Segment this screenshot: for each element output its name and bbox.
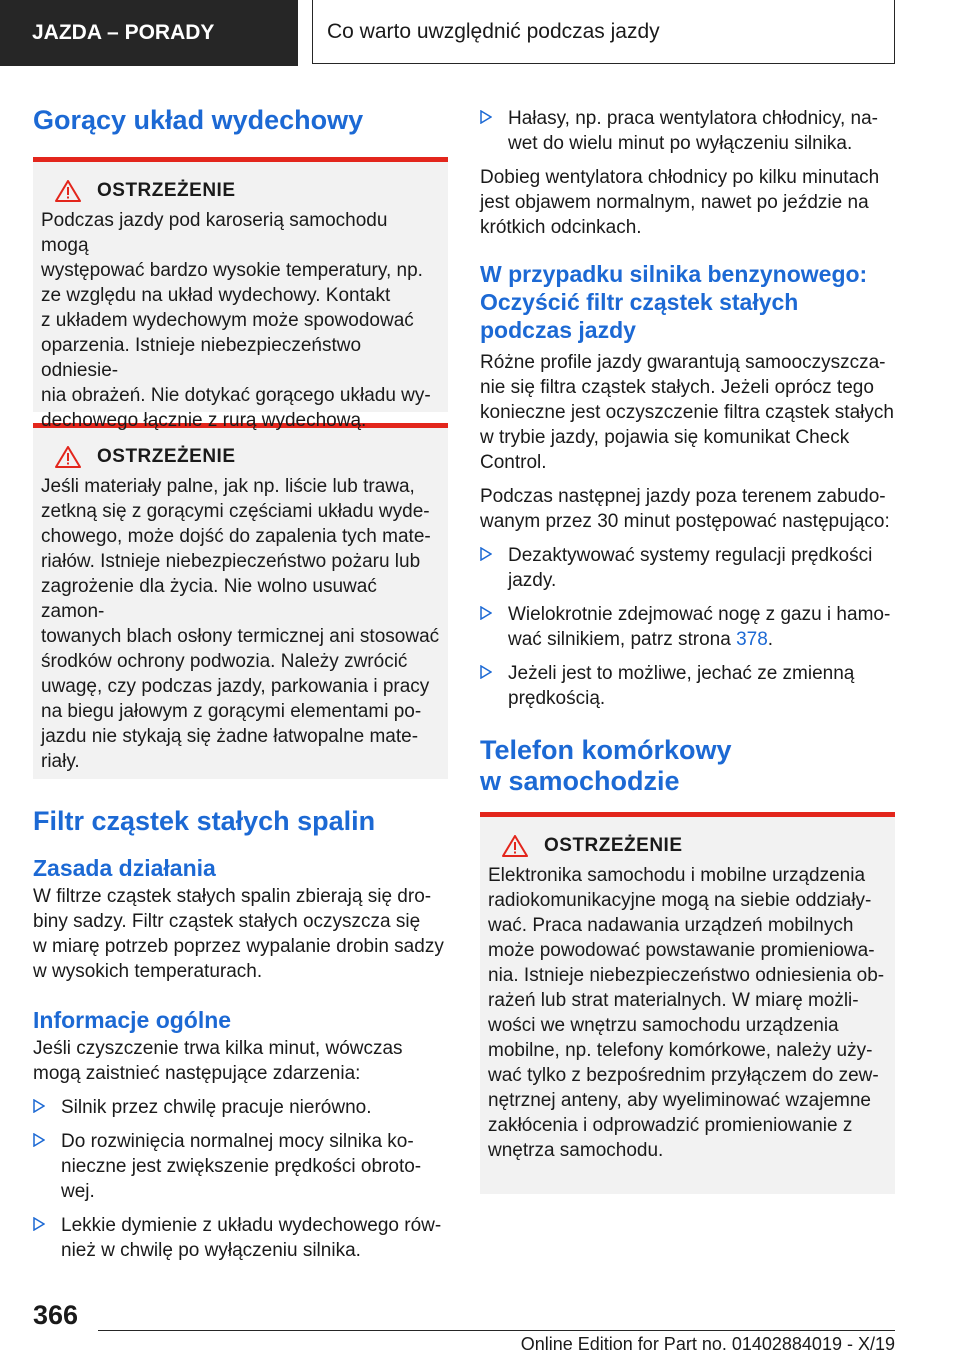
warning-label: OSTRZEŻENIE [97,180,236,201]
warning-line: Jeśli materiały palne, jak np. liście lub trawa, [41,476,415,497]
warning-line: rażeń lub strat materialnych. W miarę możli- [488,990,859,1011]
list-item [480,543,895,593]
triangle-bullet-icon [480,606,492,620]
steps-list [480,543,895,711]
warning-line: zakłócenia i odprowadzić promieniowanie z [488,1115,853,1136]
heading-particle-filter: Filtr cząstek stałych spalin [33,806,376,836]
list-item-text: Wielokrotnie zdejmować nogę z gazu i hamo- [508,604,891,625]
left-column [33,96,448,1263]
warning-line: towanych blach osłony termicznej ani stosować [41,626,440,647]
heading-line: w samochodzie [480,766,680,796]
list-item [480,602,895,652]
warning-line: riały. [41,751,80,772]
warning-line: Podczas jazdy pod karoserią samochodu mogą [41,210,388,256]
heading-line: Telefon komórkowy [480,735,732,765]
list-item-text: Silnik przez chwilę pracuje nierówno. [61,1097,372,1118]
list-item-text: wej. [61,1181,95,1202]
triangle-bullet-icon [33,1217,45,1231]
triangle-bullet-icon [480,547,492,561]
body-line: wanym przez 30 minut postępować następująco: [480,511,890,532]
triangle-bullet-icon [33,1133,45,1147]
heading-mobile-phone [480,735,895,797]
warning-line: riałów. Istnieje niebezpieczeństwo pożaru lub [41,551,421,572]
warning-title [488,835,887,857]
list-item-text: Dezaktywować systemy regulacji prędkości [508,545,873,566]
heading-general-info: Informacje ogólne [33,1007,232,1033]
body-line: nie się filtra cząstek stałych. Jeżeli oprócz tego [480,377,874,398]
heading-hot-exhaust: Gorący układ wydechowy [33,105,364,135]
body-line: mogą zaistnieć następujące zdarzenia: [33,1063,361,1084]
warning-line: na biegu jałowym z gorącymi elementami po- [41,701,422,722]
warning-box-phone [480,812,895,1194]
footer-edition: Online Edition for Part no. 01402884019 - X/19 [520,1334,895,1354]
list-item [33,1213,448,1263]
warning-label: OSTRZEŻENIE [97,446,236,467]
triangle-bullet-icon [33,1099,45,1113]
warning-line: zagrożenie dla życia. Nie wolno usuwać zamon- [41,576,377,622]
warning-line: chowego, może dojść do zapalenia tych mate- [41,526,431,547]
warning-line: uwagę, czy podczas jazdy, parkowania i pracy [41,676,430,697]
body-line: Control. [480,452,547,473]
triangle-bullet-icon [480,110,492,124]
chapter-title: Co warto uwzględnić podczas jazdy [312,0,895,64]
bullet-list [480,106,895,156]
bullet-list [33,1095,448,1263]
heading-line: Oczyścić filtr cząstek stałych [480,289,799,315]
principle-text [33,884,448,984]
warning-line: wać tylko z bezpośrednim przyłączem do zew- [488,1065,879,1086]
heading-line: podczas jazdy [480,317,636,343]
body-line: W filtrze cząstek stałych spalin zbierają się dro- [33,886,432,907]
list-item-text [508,627,895,652]
list-item [33,1129,448,1204]
warning-line: radiokomunikacyjne mogą na siebie oddziały- [488,890,872,911]
warning-label: OSTRZEŻENIE [544,835,683,856]
page-number: 366 [33,1300,79,1330]
list-item [480,661,895,711]
warning-line: wości we wnętrzu samochodu urządzenia [488,1015,839,1036]
body-line: w wysokich temperaturach. [33,961,263,982]
next-drive-text [480,484,895,534]
list-item-text: . [767,629,774,650]
warning-line: może powodować powstawanie promieniowa- [488,940,875,961]
warning-line: z układem wydechowym może spowodować [41,310,414,331]
page-reference-link[interactable]: 378 [736,629,768,650]
warning-line: nia obrażeń. Nie dotykać gorącego układu wy- [41,385,431,406]
warning-title [41,180,440,202]
warning-line: środków ochrony podwozia. Należy zwrócić [41,651,408,672]
list-item-text: wać silnikiem, patrz strona [508,629,737,650]
body-line: w miarę potrzeb poprzez wypalanie drobin sadzy [33,936,444,957]
body-line: biny sadzy. Filtr cząstek stałych oczyszcza się [33,911,421,932]
warning-line: ze względu na układ wydechowy. Kontakt [41,285,391,306]
list-item [480,106,895,156]
warning-line: nia. Istnieje niebezpieczeństwo odniesienia ob- [488,965,885,986]
list-item-text: jazdy. [508,570,557,591]
body-line: Dobieg wentylatora chłodnicy po kilku minutach [480,167,880,188]
heading-principle: Zasada działania [33,855,216,881]
body-line: krótkich odcinkach. [480,217,642,238]
section-tab: JAZDA – PORADY [0,0,298,66]
warning-box-fire [33,423,448,779]
list-item-text: nież w chwilę po wyłączeniu silnika. [61,1240,361,1261]
body-line: Różne profile jazdy gwarantują samooczyszcza- [480,352,886,373]
page-header [0,0,960,66]
footer-divider [98,1330,895,1331]
right-column [480,106,895,1194]
warning-line: wnętrza samochodu. [488,1140,664,1161]
body-line: Podczas następnej jazdy poza terenem zabudo- [480,486,886,507]
list-item-text: Lekkie dymienie z układu wydechowego rów- [61,1215,442,1236]
list-item-text: Jeżeli jest to możliwe, jechać ze zmienną [508,663,855,684]
list-item-text: Hałasy, np. praca wentylatora chłodnicy, na- [508,108,878,129]
warning-triangle-icon [502,835,528,857]
body-line: w trybie jazdy, pojawia się komunikat Check [480,427,850,448]
list-item [33,1095,448,1120]
heading-line: W przypadku silnika benzynowego: [480,261,868,287]
body-line: konieczne jest oczyszczenie filtra cząstek stałych [480,402,894,423]
list-item-text: prędkością. [508,688,606,709]
petrol-text [480,350,895,475]
heading-petrol-engine [480,260,895,344]
warning-line: występować bardzo wysokie temperatury, np. [41,260,423,281]
list-item-text: Do rozwinięcia normalnej mocy silnika ko- [61,1131,414,1152]
list-item-text: nieczne jest zwiększenie prędkości obroto- [61,1156,422,1177]
list-item-text: wet do wielu minut po wyłączeniu silnika. [508,133,853,154]
body-line: jest objawem normalnym, nawet po jeździe na [480,192,869,213]
warning-line: wać. Praca nadawania urządzeń mobilnych [488,915,854,936]
warning-triangle-icon [55,446,81,468]
warning-title [41,446,440,468]
warning-line: jazdu nie stykają się żadne łatwopalne mate- [41,726,419,747]
triangle-bullet-icon [480,665,492,679]
warning-line: oparzenia. Istnieje niebezpieczeństwo odniesie- [41,335,362,381]
warning-line: zetkną się z gorącymi częściami układu wyde- [41,501,430,522]
fan-text [480,165,895,240]
warning-triangle-icon [55,180,81,202]
general-text [33,1036,448,1086]
warning-line: nętrznej anteny, aby wyeliminować wzajemne [488,1090,871,1111]
warning-box-exhaust [33,157,448,431]
warning-line: dechowego łącznie z rurą wydechową. [41,410,367,431]
warning-line: Elektronika samochodu i mobilne urządzenia [488,865,866,886]
warning-line: mobilne, np. telefony komórkowe, należy uży- [488,1040,873,1061]
body-line: Jeśli czyszczenie trwa kilka minut, wówczas [33,1038,403,1059]
